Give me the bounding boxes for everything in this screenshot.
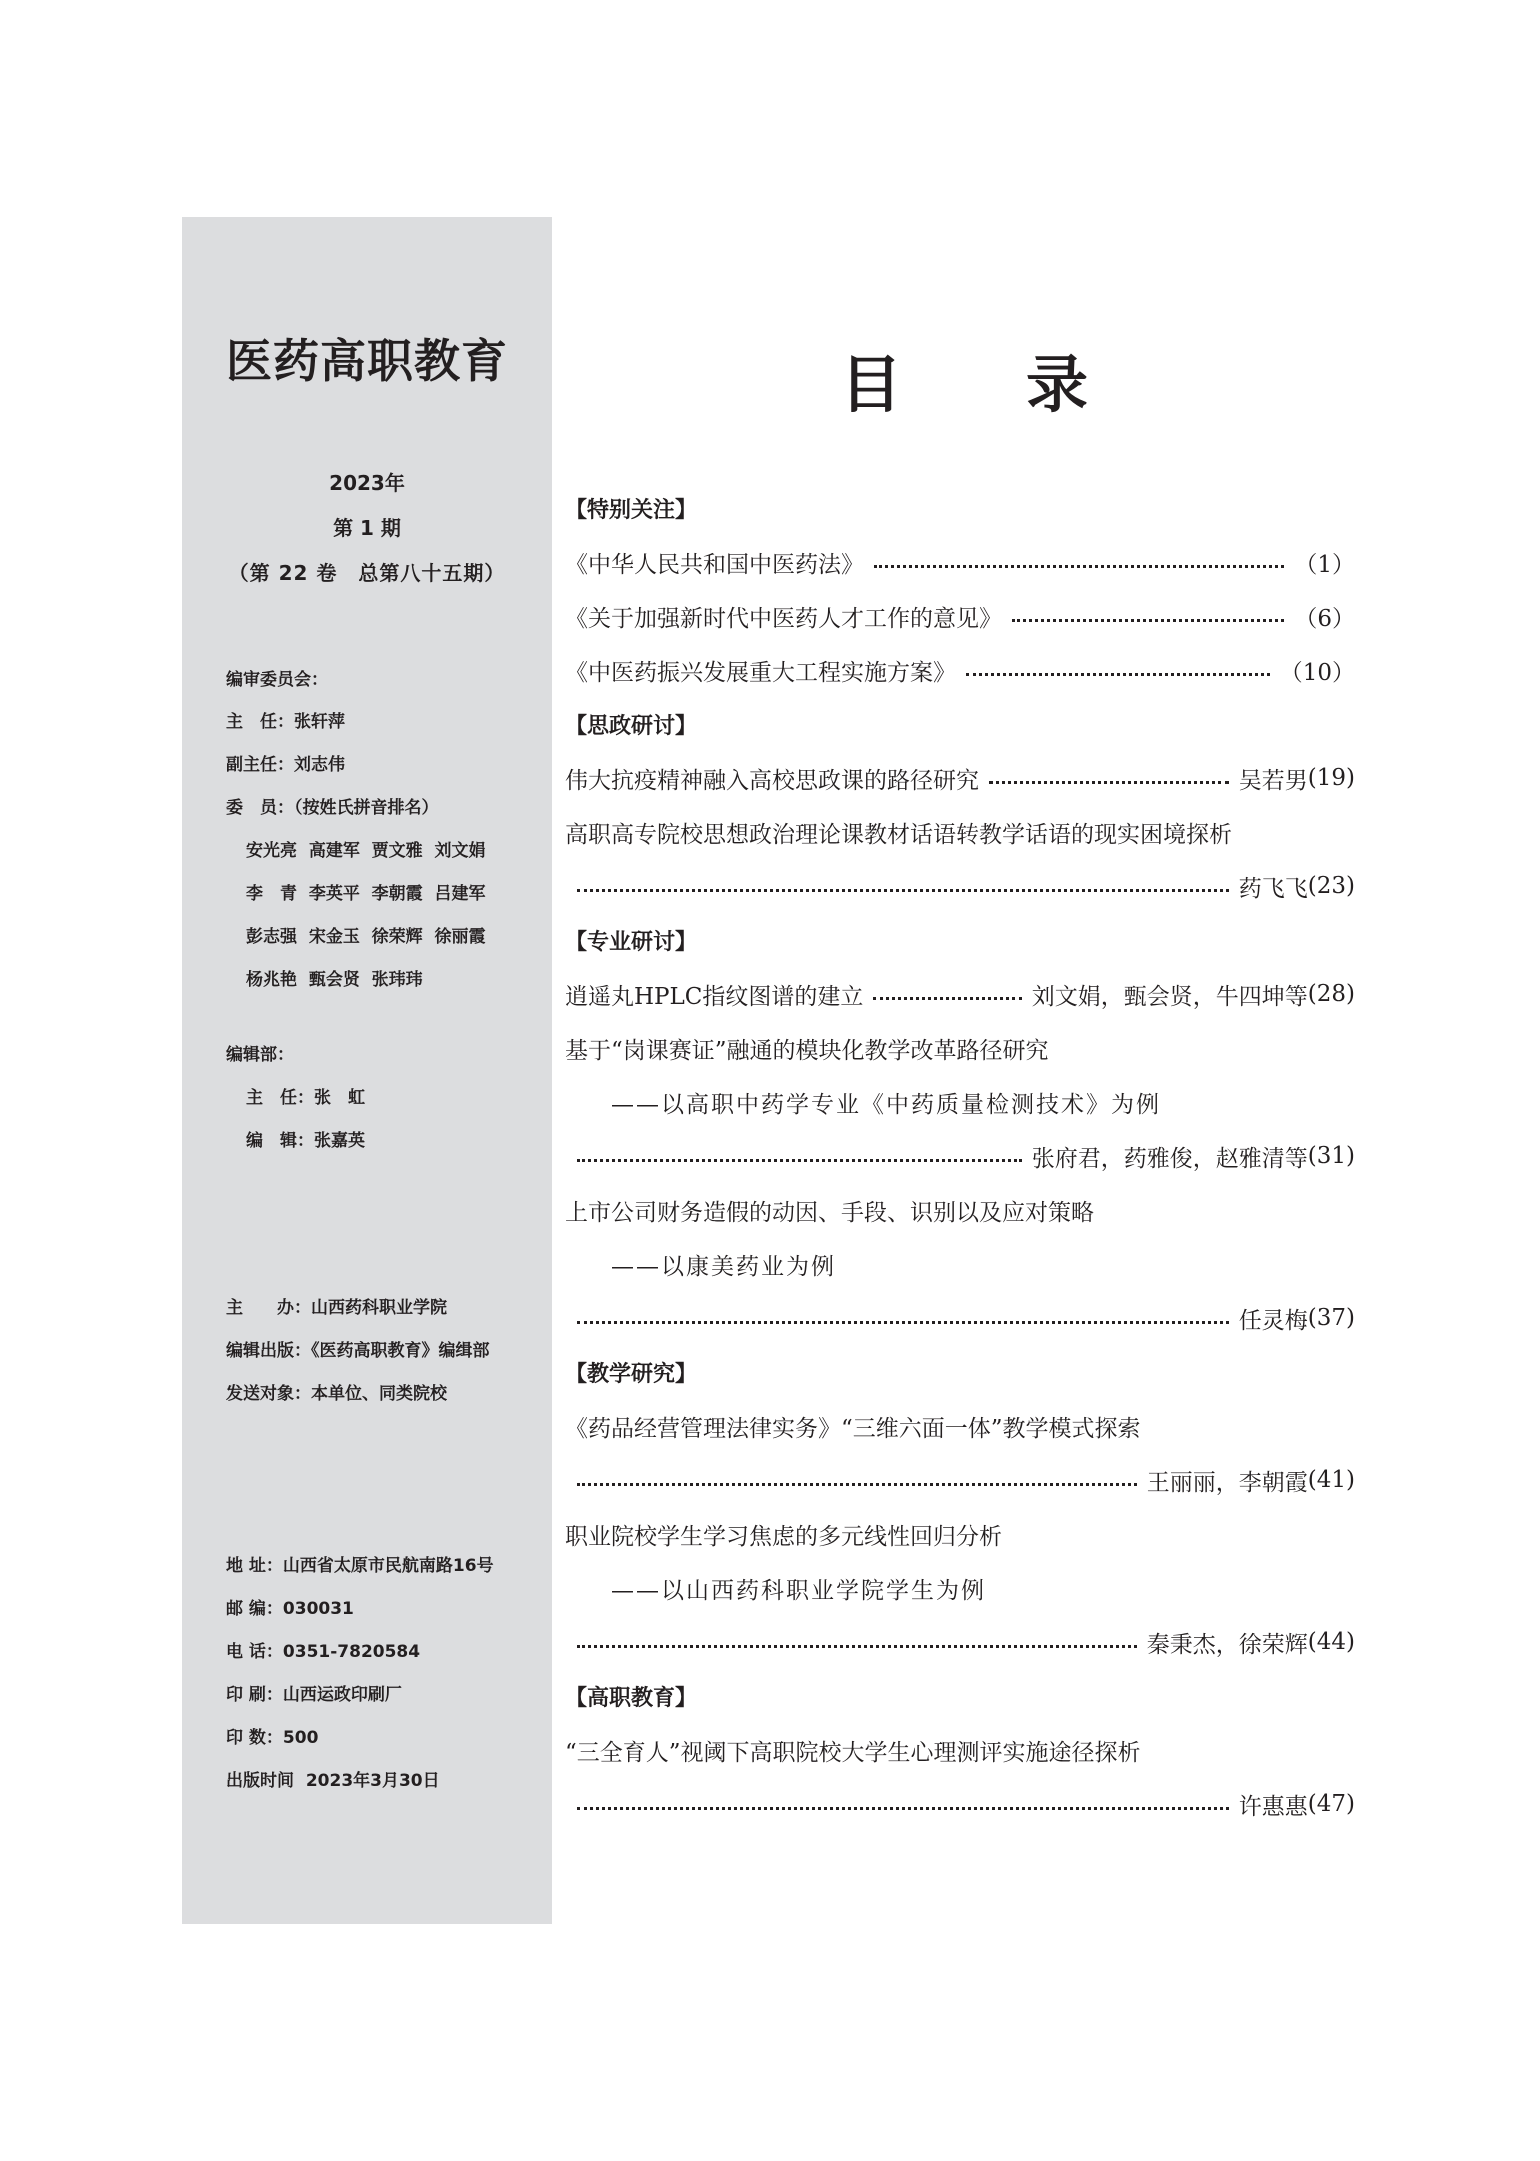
entry-author: 王丽丽，李朝霞 [1146,1469,1308,1496]
entry-title: 基于“岗课赛证”融通的模块化教学改革路径研究 [565,1037,1049,1064]
toc-entry-title-line[interactable] [565,1732,1355,1768]
entry-page: (47) [1307,1791,1355,1817]
entry-page: (37) [1307,1305,1355,1331]
issue-year: 2023年 [329,471,405,495]
toc-entry-title-line[interactable] [565,1030,1355,1066]
dot-leader [577,1644,1137,1648]
sponsor: 主 办：山西药科职业学院 [226,1298,447,1318]
entry-author: 刘文娟，甄会贤，牛四坤等 [1031,983,1308,1010]
publication-date: 出版时间 2023年3月30日 [226,1771,440,1791]
postcode: 邮 编：030031 [226,1599,354,1619]
toc-entry-subtitle [565,1084,1401,1120]
board-members-row: 安光亮 高建军 贾文雅 刘文娟 [246,841,486,861]
dot-leader [874,564,1284,568]
board-members-label: 委 员：（按姓氏拼音排名） [226,798,439,818]
dot-leader [577,1482,1137,1486]
entry-page: (44) [1307,1629,1355,1655]
entry-page: (28) [1307,981,1355,1007]
toc-entry[interactable] [565,976,1355,1012]
entry-title: 《中华人民共和国中医药法》 [565,551,864,578]
dot-leader [577,888,1229,892]
entry-page: (23) [1307,873,1355,899]
board-members-row: 彭志强 宋金玉 徐荣辉 徐丽霞 [246,927,486,947]
editorial-dept-heading: 编辑部： [226,1045,294,1065]
toc-entry-leader-line[interactable] [565,1138,1355,1174]
printer: 印 刷：山西运政印刷厂 [226,1685,402,1705]
entry-author: 任灵梅 [1238,1307,1308,1334]
dot-leader [577,1806,1229,1810]
toc-entry-subtitle [565,1246,1401,1282]
entry-title: 逍遥丸HPLC指纹图谱的建立 [565,983,864,1010]
dot-leader [577,1320,1229,1324]
dept-director: 主 任：张 虹 [246,1088,365,1108]
toc-entry-leader-line[interactable] [565,868,1355,904]
toc-section-heading: 【教学研究】 [565,1361,698,1387]
toc-entry-leader-line[interactable] [565,1624,1355,1660]
toc-entry[interactable] [565,652,1355,688]
entry-page: （1） [1294,551,1355,578]
toc-title: 目 录 [840,348,1089,421]
address: 地 址：山西省太原市民航南路16号 [226,1556,494,1576]
board-deputy-director: 副主任：刘志伟 [226,755,345,775]
editorial-board-heading: 编审委员会： [226,670,328,690]
dot-leader [577,1158,1022,1162]
journal-title: 医药高职教育 [226,334,508,388]
entry-author: 吴若男 [1238,767,1308,794]
entry-title: 上市公司财务造假的动因、手段、识别以及应对策略 [565,1199,1094,1226]
dot-leader [966,672,1270,676]
entry-page: (19) [1307,765,1355,791]
entry-title: 高职高专院校思想政治理论课教材话语转教学话语的现实困境探析 [565,821,1232,848]
entry-page: （10） [1279,659,1355,686]
issue-volume: （第 22 卷 总第八十五期） [228,561,506,585]
dot-leader [1012,618,1284,622]
entry-page: (31) [1307,1143,1355,1169]
entry-author: 药飞飞 [1238,875,1308,902]
entry-author: 秦秉杰，徐荣辉 [1146,1631,1308,1658]
editor-publisher: 编辑出版：《医药高职教育》编缉部 [226,1341,490,1361]
board-director: 主 任：张轩萍 [226,712,345,732]
entry-title: 《药品经营管理法律实务》“三维六面一体”教学模式探索 [565,1415,1141,1442]
toc-entry-leader-line[interactable] [565,1300,1355,1336]
toc-entry-title-line[interactable] [565,1516,1355,1552]
dot-leader [989,780,1229,784]
toc-entry[interactable] [565,760,1355,796]
toc-entry-title-line[interactable] [565,814,1355,850]
toc-entry[interactable] [565,544,1355,580]
entry-title: 职业院校学生学习焦虑的多元线性回归分析 [565,1523,1002,1550]
toc-entry-title-line[interactable] [565,1192,1355,1228]
entry-title: 《关于加强新时代中医药人才工作的意见》 [565,605,1002,632]
toc-entry[interactable] [565,598,1355,634]
entry-subtitle: ——以高职中药学专业《中药质量检测技术》为例 [611,1091,1161,1118]
board-members-row: 杨兆艳 甄会贤 张玮玮 [246,970,423,990]
toc-entry-leader-line[interactable] [565,1786,1355,1822]
entry-author: 许惠惠 [1238,1793,1308,1820]
journal-info-panel [182,217,552,1924]
entry-title: “三全育人”视阈下高职院校大学生心理测评实施途径探析 [565,1739,1141,1766]
entry-title: 伟大抗疫精神融入高校思政课的路径研究 [565,767,979,794]
dot-leader [873,996,1021,1000]
print-run: 印 数：500 [226,1728,319,1748]
toc-section-heading: 【思政研讨】 [565,713,698,739]
toc-entry-subtitle [565,1570,1401,1606]
dept-editor: 编 辑：张嘉英 [246,1131,365,1151]
entry-title: 《中医药振兴发展重大工程实施方案》 [565,659,956,686]
entry-subtitle: ——以康美药业为例 [611,1253,836,1280]
entry-author: 张府君，药雅俊，赵雅清等 [1031,1145,1308,1172]
toc-section-heading: 【特别关注】 [565,497,698,523]
toc-section-heading: 【专业研讨】 [565,929,698,955]
issue-number: 第 1 期 [333,516,401,540]
board-members-row: 李 青 李英平 李朝霞 吕建军 [246,884,486,904]
entry-page: (41) [1307,1467,1355,1493]
phone: 电 话：0351-7820584 [226,1642,421,1662]
toc-entry-leader-line[interactable] [565,1462,1355,1498]
entry-page: （6） [1294,605,1355,632]
toc-entry-title-line[interactable] [565,1408,1355,1444]
toc-section-heading: 【高职教育】 [565,1685,698,1711]
distribution: 发送对象：本单位、同类院校 [226,1384,447,1404]
entry-subtitle: ——以山西药科职业学院学生为例 [611,1577,986,1604]
